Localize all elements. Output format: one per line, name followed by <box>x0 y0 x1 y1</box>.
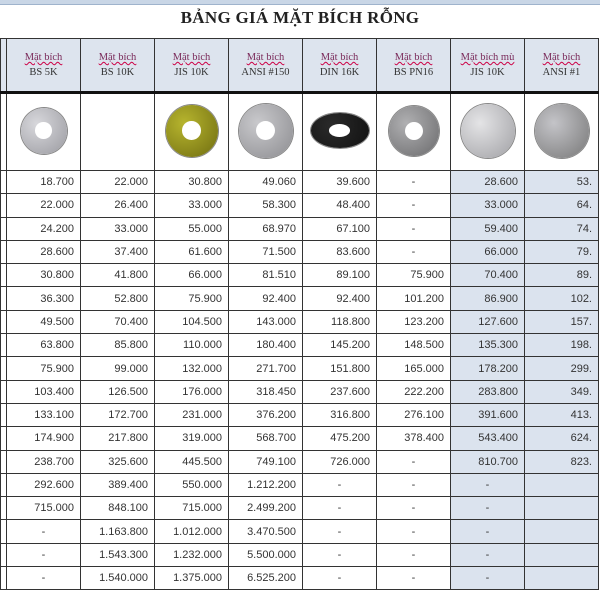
product-image-cell <box>451 93 525 171</box>
table-row <box>1 194 599 217</box>
price-cell[interactable]: 74. <box>525 217 599 240</box>
page-title: BẢNG GIÁ MẶT BÍCH RỖNG <box>180 8 420 27</box>
column-header-line2: JIS 10K <box>470 67 505 78</box>
table-row <box>1 427 599 450</box>
price-cell[interactable]: 89. <box>525 264 599 287</box>
price-cell[interactable]: 123.200 <box>377 310 451 333</box>
price-cell[interactable]: 135.300 <box>451 334 525 357</box>
price-cell[interactable]: 715.000 <box>155 497 229 520</box>
price-cell[interactable] <box>525 520 599 543</box>
price-cell[interactable]: 726.000 <box>303 450 377 473</box>
price-cell[interactable]: 543.400 <box>451 427 525 450</box>
table-row <box>1 473 599 496</box>
price-cell[interactable]: 715.000 <box>7 497 81 520</box>
price-cell[interactable]: 174.900 <box>7 427 81 450</box>
blind-flange-ansi-icon <box>535 104 589 158</box>
price-cell[interactable]: 103.400 <box>7 380 81 403</box>
table-row <box>1 543 599 566</box>
price-cell[interactable]: 75.900 <box>377 264 451 287</box>
price-cell[interactable]: 126.500 <box>81 380 155 403</box>
price-cell[interactable]: 6.525.200 <box>229 567 303 590</box>
spreadsheet-column-header-bar <box>0 0 600 5</box>
table-row <box>1 264 599 287</box>
price-cell[interactable]: 22.000 <box>7 194 81 217</box>
price-cell[interactable]: 378.400 <box>377 427 451 450</box>
price-cell[interactable]: 18.700 <box>7 171 81 194</box>
price-cell[interactable]: 749.100 <box>229 450 303 473</box>
price-cell[interactable]: 30.800 <box>155 171 229 194</box>
price-cell[interactable]: - <box>377 520 451 543</box>
flange-din16k-icon <box>311 113 369 148</box>
price-cell[interactable]: 33.000 <box>155 194 229 217</box>
price-cell[interactable]: 49.500 <box>7 310 81 333</box>
price-cell[interactable] <box>525 497 599 520</box>
column-header[interactable] <box>525 39 599 93</box>
price-cell[interactable]: 41.800 <box>81 264 155 287</box>
price-cell[interactable]: 1.163.800 <box>81 520 155 543</box>
price-cell[interactable]: - <box>451 567 525 590</box>
table-row <box>1 240 599 263</box>
price-cell[interactable]: - <box>377 240 451 263</box>
price-cell[interactable]: 823. <box>525 450 599 473</box>
price-cell[interactable]: 1.012.000 <box>155 520 229 543</box>
price-cell[interactable]: 283.800 <box>451 380 525 403</box>
price-cell[interactable]: 237.600 <box>303 380 377 403</box>
price-cell[interactable]: 325.600 <box>81 450 155 473</box>
price-cell[interactable]: 53. <box>525 171 599 194</box>
price-cell[interactable]: 55.000 <box>155 217 229 240</box>
product-image-cell <box>377 93 451 171</box>
price-cell[interactable]: - <box>451 543 525 566</box>
product-image-cell <box>7 93 81 171</box>
price-cell[interactable]: - <box>7 520 81 543</box>
price-cell[interactable]: - <box>377 497 451 520</box>
price-cell[interactable]: 64. <box>525 194 599 217</box>
price-cell[interactable]: 157. <box>525 310 599 333</box>
price-cell[interactable]: 316.800 <box>303 403 377 426</box>
price-cell[interactable]: 79. <box>525 240 599 263</box>
column-header-line1: Mặt bích <box>246 52 285 63</box>
price-cell[interactable]: - <box>7 567 81 590</box>
price-cell[interactable]: - <box>451 520 525 543</box>
column-header-line1: Mặt bích <box>542 52 581 63</box>
price-cell[interactable]: 58.300 <box>229 194 303 217</box>
price-cell[interactable]: 172.700 <box>81 403 155 426</box>
price-cell[interactable]: 1.540.000 <box>81 567 155 590</box>
column-header-line2: ANSI #1 <box>542 67 581 78</box>
table-row <box>1 287 599 310</box>
column-header[interactable] <box>303 39 377 93</box>
price-cell[interactable]: 30.800 <box>7 264 81 287</box>
table-row <box>1 403 599 426</box>
flange-jis10k-icon <box>166 105 218 157</box>
price-cell[interactable]: 318.450 <box>229 380 303 403</box>
price-cell[interactable]: 5.500.000 <box>229 543 303 566</box>
column-header[interactable] <box>377 39 451 93</box>
flange-ansi150-icon <box>239 104 293 158</box>
price-cell[interactable]: 389.400 <box>81 473 155 496</box>
table-row <box>1 497 599 520</box>
price-cell[interactable]: 104.500 <box>155 310 229 333</box>
column-header[interactable] <box>155 39 229 93</box>
price-cell[interactable]: 810.700 <box>451 450 525 473</box>
price-cell[interactable]: 143.000 <box>229 310 303 333</box>
table-row <box>1 567 599 590</box>
price-cell[interactable]: 238.700 <box>7 450 81 473</box>
price-cell[interactable]: 66.000 <box>451 240 525 263</box>
flange-bspn16-icon <box>389 106 439 156</box>
column-header-line2: BS 5K <box>29 67 58 78</box>
column-header-line2: BS PN16 <box>393 67 434 78</box>
price-cell[interactable] <box>525 543 599 566</box>
price-cell[interactable]: 33.000 <box>81 217 155 240</box>
price-cell[interactable]: 222.200 <box>377 380 451 403</box>
product-image-cell <box>155 93 229 171</box>
price-cell[interactable]: 26.400 <box>81 194 155 217</box>
price-cell[interactable]: 292.600 <box>7 473 81 496</box>
price-cell[interactable]: - <box>303 497 377 520</box>
price-cell[interactable]: 178.200 <box>451 357 525 380</box>
column-header-line1: Mặt bích <box>172 52 211 63</box>
price-cell[interactable]: 151.800 <box>303 357 377 380</box>
price-cell[interactable]: 101.200 <box>377 287 451 310</box>
price-cell[interactable]: 24.200 <box>7 217 81 240</box>
column-header-line1: Mặt bích mù <box>460 52 515 63</box>
table-row <box>1 334 599 357</box>
column-header[interactable] <box>451 39 525 93</box>
price-cell[interactable]: 67.100 <box>303 217 377 240</box>
table-row <box>1 217 599 240</box>
price-cell[interactable]: 39.600 <box>303 171 377 194</box>
column-header-line1: Mặt bích <box>394 52 433 63</box>
price-cell[interactable]: 127.600 <box>451 310 525 333</box>
price-cell[interactable]: 1.375.000 <box>155 567 229 590</box>
price-cell[interactable]: 624. <box>525 427 599 450</box>
price-cell[interactable]: 3.470.500 <box>229 520 303 543</box>
price-cell[interactable]: - <box>451 473 525 496</box>
price-cell[interactable]: 28.600 <box>451 171 525 194</box>
price-cell[interactable]: - <box>7 543 81 566</box>
price-cell[interactable]: 81.510 <box>229 264 303 287</box>
price-cell[interactable]: 568.700 <box>229 427 303 450</box>
price-cell[interactable]: 110.000 <box>155 334 229 357</box>
table-row <box>1 357 599 380</box>
price-cell[interactable]: 391.600 <box>451 403 525 426</box>
price-cell[interactable]: 271.700 <box>229 357 303 380</box>
price-cell[interactable]: 445.500 <box>155 450 229 473</box>
price-cell[interactable]: - <box>377 543 451 566</box>
price-cell[interactable]: - <box>303 520 377 543</box>
price-cell[interactable]: 176.000 <box>155 380 229 403</box>
price-cell[interactable]: 59.400 <box>451 217 525 240</box>
price-cell[interactable]: 61.600 <box>155 240 229 263</box>
flange-bs5k-icon <box>21 108 67 154</box>
price-cell[interactable]: - <box>377 194 451 217</box>
price-cell[interactable]: 198. <box>525 334 599 357</box>
price-cell[interactable]: 1.212.200 <box>229 473 303 496</box>
column-header-line1: Mặt bích <box>98 52 137 63</box>
price-cell[interactable]: 52.800 <box>81 287 155 310</box>
table-row <box>1 520 599 543</box>
price-cell[interactable]: 299. <box>525 357 599 380</box>
price-cell[interactable]: - <box>377 450 451 473</box>
column-header-line2: BS 10K <box>100 67 135 78</box>
price-cell[interactable]: 99.000 <box>81 357 155 380</box>
price-cell[interactable]: 102. <box>525 287 599 310</box>
price-cell[interactable]: - <box>303 543 377 566</box>
price-cell[interactable]: 85.800 <box>81 334 155 357</box>
column-header[interactable] <box>81 39 155 93</box>
price-cell[interactable]: 276.100 <box>377 403 451 426</box>
price-cell[interactable]: - <box>377 217 451 240</box>
price-cell[interactable]: 48.400 <box>303 194 377 217</box>
price-cell[interactable]: 376.200 <box>229 403 303 426</box>
column-header[interactable] <box>7 39 81 93</box>
price-cell[interactable]: 349. <box>525 380 599 403</box>
price-cell[interactable] <box>525 473 599 496</box>
price-cell[interactable]: - <box>377 567 451 590</box>
price-cell[interactable]: 848.100 <box>81 497 155 520</box>
price-cell[interactable]: 37.400 <box>81 240 155 263</box>
table-row <box>1 450 599 473</box>
table-row <box>1 310 599 333</box>
product-image-cell <box>81 93 155 171</box>
column-header-line2: ANSI #150 <box>241 67 290 78</box>
price-cell[interactable]: 22.000 <box>81 171 155 194</box>
price-cell[interactable]: 66.000 <box>155 264 229 287</box>
price-cell[interactable]: 75.900 <box>7 357 81 380</box>
blind-flange-jis10k-icon <box>461 104 515 158</box>
price-cell[interactable]: - <box>377 473 451 496</box>
price-cell[interactable]: 475.200 <box>303 427 377 450</box>
price-cell[interactable]: 33.000 <box>451 194 525 217</box>
price-cell[interactable]: 145.200 <box>303 334 377 357</box>
column-header-line2: JIS 10K <box>174 67 209 78</box>
price-cell[interactable]: 75.900 <box>155 287 229 310</box>
product-image-cell <box>303 93 377 171</box>
price-cell[interactable]: 92.400 <box>229 287 303 310</box>
price-cell[interactable]: 165.000 <box>377 357 451 380</box>
column-header-line1: Mặt bích <box>320 52 359 63</box>
price-cell[interactable]: 550.000 <box>155 473 229 496</box>
price-cell[interactable]: 148.500 <box>377 334 451 357</box>
price-cell[interactable] <box>525 567 599 590</box>
price-cell[interactable]: 83.600 <box>303 240 377 263</box>
price-cell[interactable]: 133.100 <box>7 403 81 426</box>
price-cell[interactable]: 231.000 <box>155 403 229 426</box>
price-cell[interactable]: 413. <box>525 403 599 426</box>
price-cell[interactable]: 63.800 <box>7 334 81 357</box>
column-header-line1: Mặt bích <box>24 52 63 63</box>
price-cell[interactable]: 86.900 <box>451 287 525 310</box>
price-cell[interactable]: - <box>303 567 377 590</box>
price-cell[interactable]: 49.060 <box>229 171 303 194</box>
price-cell[interactable]: 92.400 <box>303 287 377 310</box>
table-row <box>1 171 599 194</box>
price-cell[interactable]: 71.500 <box>229 240 303 263</box>
product-image-cell <box>525 93 599 171</box>
price-cell[interactable]: - <box>451 497 525 520</box>
price-table <box>0 38 599 590</box>
table-row <box>1 380 599 403</box>
price-cell[interactable]: - <box>377 171 451 194</box>
price-cell[interactable]: 89.100 <box>303 264 377 287</box>
price-cell[interactable]: 1.232.000 <box>155 543 229 566</box>
column-header[interactable] <box>229 39 303 93</box>
price-cell[interactable]: 68.970 <box>229 217 303 240</box>
price-cell[interactable]: - <box>303 473 377 496</box>
price-cell[interactable]: 118.800 <box>303 310 377 333</box>
price-cell[interactable]: 1.543.300 <box>81 543 155 566</box>
price-cell[interactable]: 28.600 <box>7 240 81 263</box>
price-cell[interactable]: 70.400 <box>451 264 525 287</box>
column-header-line2: DIN 16K <box>319 67 360 78</box>
price-cell[interactable]: 70.400 <box>81 310 155 333</box>
price-cell[interactable]: 2.499.200 <box>229 497 303 520</box>
price-cell[interactable]: 217.800 <box>81 427 155 450</box>
product-image-cell <box>229 93 303 171</box>
price-cell[interactable]: 319.000 <box>155 427 229 450</box>
price-cell[interactable]: 36.300 <box>7 287 81 310</box>
price-cell[interactable]: 132.000 <box>155 357 229 380</box>
price-cell[interactable]: 180.400 <box>229 334 303 357</box>
